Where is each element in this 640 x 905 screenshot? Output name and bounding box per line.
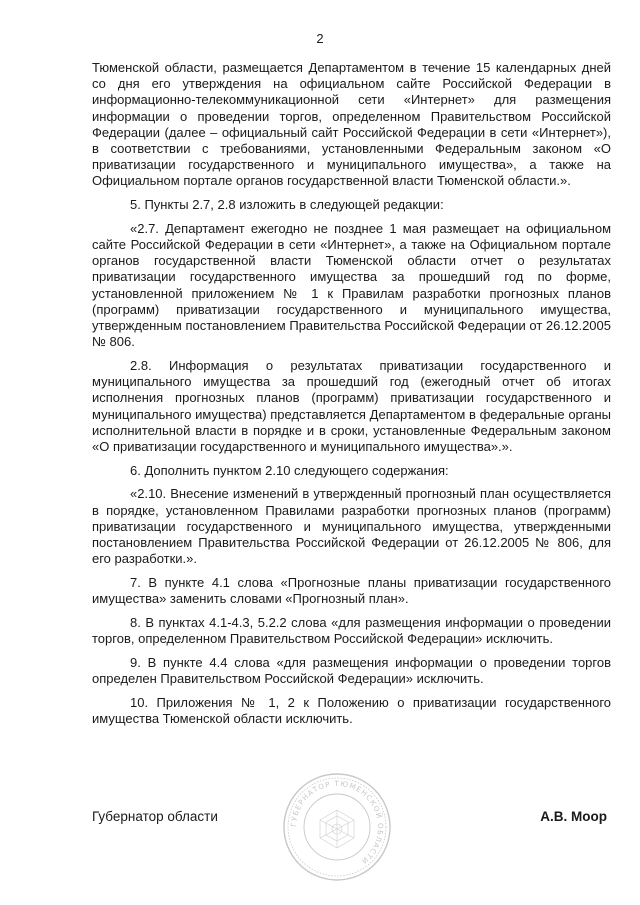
paragraph-item-10: 10. Приложения № 1, 2 к Положению о приватизации государственного имущества Тюменской области исключить. [92, 694, 611, 726]
paragraph-item-2-10: «2.10. Внесение изменений в утвержденный прогнозный план осуществляется в порядке, установленном Правилами разработки прогнозных планов (программ) приватизации государственного и муниципального имущества, утвержденными постановлением Правительства Российской Федерации от 26.12.2005 № 806, для его разработки.». [92, 486, 611, 567]
document-body [92, 60, 611, 735]
signature-block [92, 808, 611, 828]
paragraph-item-2-8: 2.8. Информация о результатах приватизации государственного и муниципального имущества за прошедший год (ежегодный отчет об итогах исполнения прогнозных планов (программ) приватизации государственного и муниципального имущества) представляется Департаментом в федеральные органы исполнительной власти в порядке и в сроки, установленные Федеральным законом «О приватизации государственного и муниципального имущества».». [92, 357, 611, 454]
paragraph-item-9: 9. В пункте 4.4 слова «для размещения информации о проведении торгов определен Правительством Российской Федерации» исключить. [92, 654, 611, 686]
paragraph-item-5: 5. Пункты 2.7, 2.8 изложить в следующей редакции: [130, 197, 444, 213]
paragraph-continuation: Тюменской области, размещается Департаментом в течение 15 календарных дней со дня его утверждения на официальном сайте Российской Федерации в информационно-телекоммуникационной сети «Интернет» для размещения информации о проведении торгов, определенном Правительством Российской Федерации (далее – официальный сайт Российской Федерации в сети «Интернет»), в соответствии с требованиями, установленными Федеральным законом «О приватизации государственного и муниципального имущества», а также на Официальном портале органов государственной власти Тюменской области.». [92, 60, 611, 189]
page-number: 2 [316, 31, 324, 46]
paragraph-item-6: 6. Дополнить пунктом 2.10 следующего содержания: [130, 462, 449, 478]
paragraph-item-8: 8. В пунктах 4.1-4.3, 5.2.2 слова «для размещения информации о проведении торгов, определенном Правительством Российской Федерации» исключить. [92, 614, 611, 646]
paragraph-item-2-7: «2.7. Департамент ежегодно не позднее 1 мая размещает на официальном сайте Российской Федерации в сети «Интернет», а также на Официальном портале органов государственной власти Тюменской области отчет о результатах приватизации государственного имущества за прошедший год по форме, установленной приложением № 1 к Правилам разработки прогнозных планов (программ) приватизации государственного и муниципального имущества, утвержденным постановлением Правительства Российской Федерации от 26.12.2005 № 806. [92, 220, 611, 350]
signatory-name: А.В. Моор [540, 809, 607, 824]
seal-ring-text: ГУБЕРНАТОР ТЮМЕНСКОЙ ОБЛАСТИ [288, 778, 386, 867]
paragraph-item-7: 7. В пункте 4.1 слова «Прогнозные планы приватизации государственного имущества» заменить словами «Прогнозный план». [92, 574, 611, 607]
signatory-position: Губернатор области [92, 809, 218, 824]
